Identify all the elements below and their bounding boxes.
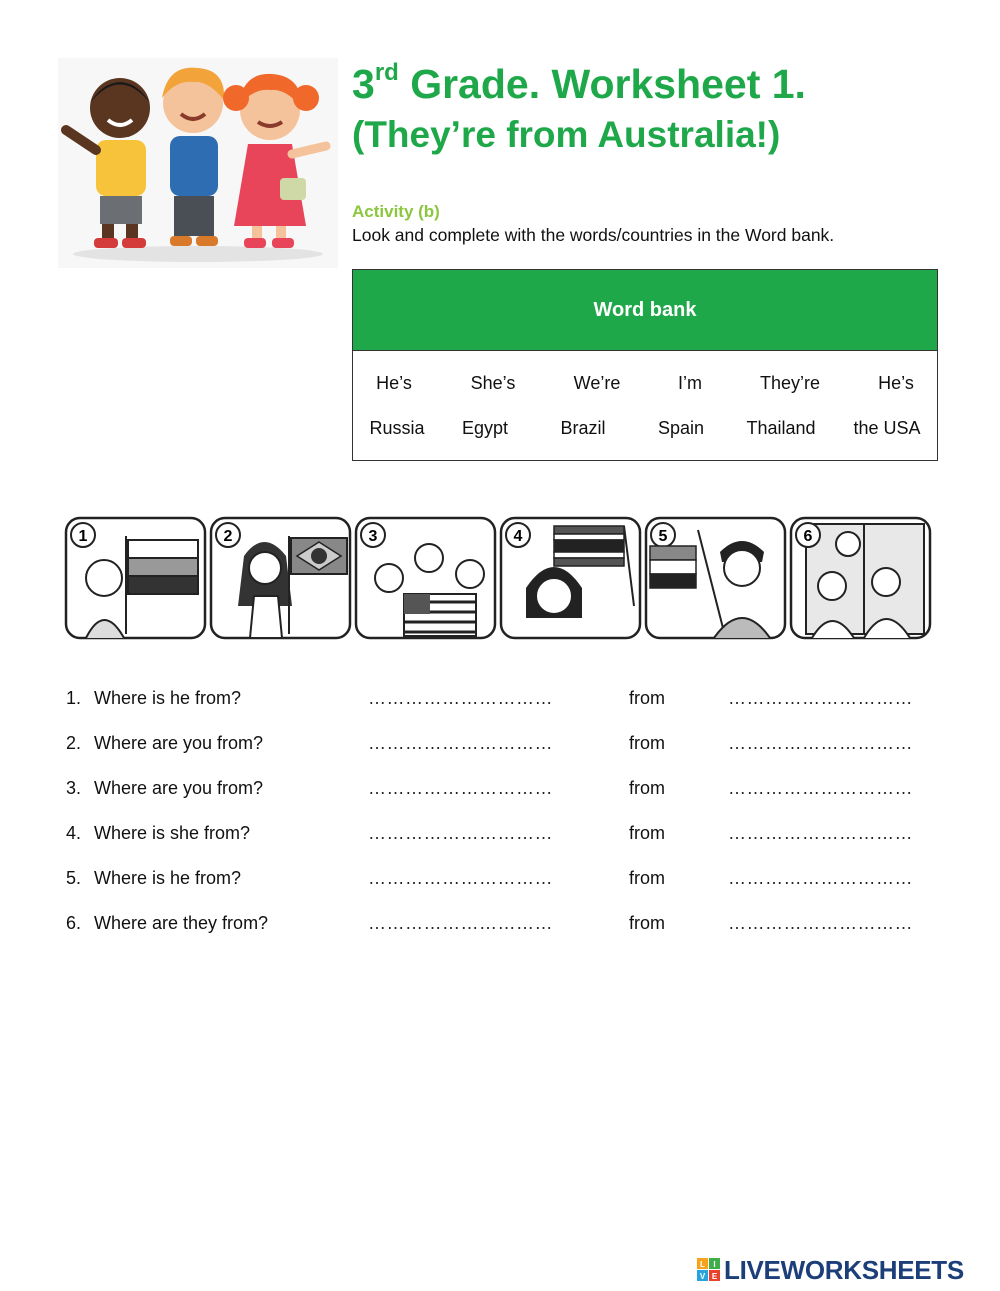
picture-panel-6 [791, 518, 930, 638]
answer-blank-pronoun[interactable]: ………………………… [368, 733, 553, 753]
worksheet-title [352, 59, 806, 107]
question-number: 4. [66, 823, 82, 843]
picture-panel-2 [211, 518, 350, 638]
word-bank-box [352, 269, 938, 461]
question-row [64, 733, 944, 757]
liveworksheets-logo-icon [697, 1258, 721, 1282]
kids-illustration [58, 58, 338, 268]
from-word: from [629, 778, 665, 798]
word-bank-header: Word bank [353, 270, 937, 351]
activity-instructions: Look and complete with the words/countries in the Word bank. [352, 225, 835, 245]
word-bank-pronoun: He’s [376, 373, 412, 393]
title-grade-number: 3 [352, 61, 375, 107]
from-word: from [629, 733, 665, 753]
word-bank-country: Russia [369, 418, 425, 438]
svg-text:I: I [713, 1260, 716, 1269]
svg-text:E: E [711, 1272, 718, 1281]
picture-number: 5 [658, 528, 668, 545]
answer-blank-country[interactable]: ………………………… [728, 913, 913, 933]
activity-label: Activity (b) [352, 202, 440, 221]
picture-panel-3 [356, 518, 495, 638]
question-row [64, 913, 944, 937]
liveworksheets-logo-text: LIVEWORKSHEETS [724, 1254, 964, 1285]
answer-blank-pronoun[interactable]: ………………………… [368, 913, 553, 933]
question-text: Where is she from? [94, 823, 251, 843]
question-text: Where are you from? [94, 778, 264, 798]
question-number: 3. [66, 778, 82, 798]
title-rest: Grade. Worksheet 1. [398, 61, 806, 107]
question-number: 5. [66, 868, 82, 888]
question-text: Where are you from? [94, 733, 264, 753]
from-word: from [629, 868, 665, 888]
title-superscript: rd [374, 59, 399, 86]
picture-number: 6 [803, 528, 813, 545]
word-bank-pronoun: He’s [878, 373, 914, 393]
question-row [64, 868, 944, 892]
answer-blank-pronoun[interactable]: ………………………… [368, 688, 553, 708]
svg-text:L: L [700, 1260, 705, 1269]
picture-panel-1 [66, 518, 205, 638]
word-bank-pronoun: She’s [470, 373, 516, 393]
question-row [64, 778, 944, 802]
picture-panel-4 [501, 518, 640, 638]
from-word: from [629, 688, 665, 708]
question-number: 6. [66, 913, 82, 933]
word-bank-country: Egypt [461, 418, 509, 438]
picture-panel-5 [646, 518, 785, 638]
picture-number: 4 [513, 528, 523, 545]
answer-blank-pronoun[interactable]: ………………………… [368, 868, 553, 888]
picture-number: 2 [223, 528, 233, 545]
word-bank-country: the USA [853, 418, 921, 438]
from-word: from [629, 913, 665, 933]
picture-number: 3 [368, 528, 378, 545]
answer-blank-country[interactable]: ………………………… [728, 733, 913, 753]
worksheet-subtitle: (They’re from Australia!) [352, 114, 781, 155]
question-row [64, 823, 944, 847]
picture-strip [64, 516, 934, 642]
liveworksheets-logo[interactable] [697, 1255, 964, 1285]
from-word: from [629, 823, 665, 843]
question-text: Where are they from? [94, 913, 269, 933]
answer-blank-pronoun[interactable]: ………………………… [368, 778, 553, 798]
answer-blank-country[interactable]: ………………………… [728, 868, 913, 888]
question-number: 2. [66, 733, 82, 753]
question-number: 1. [66, 688, 82, 708]
answer-blank-country[interactable]: ………………………… [728, 823, 913, 843]
svg-text:V: V [699, 1272, 706, 1281]
question-row [64, 688, 944, 712]
question-text: Where is he from? [94, 868, 242, 888]
word-bank-country: Thailand [746, 418, 816, 438]
word-bank-country: Brazil [560, 418, 606, 438]
word-bank-pronoun: We’re [573, 373, 621, 393]
answer-blank-country[interactable]: ………………………… [728, 778, 913, 798]
word-bank-pronoun: I’m [678, 373, 702, 393]
picture-number: 1 [78, 528, 88, 545]
question-text: Where is he from? [94, 688, 242, 708]
answer-blank-pronoun[interactable]: ………………………… [368, 823, 553, 843]
answer-blank-country[interactable]: ………………………… [728, 688, 913, 708]
word-bank-pronoun: They’re [759, 373, 821, 393]
word-bank-country: Spain [657, 418, 705, 438]
